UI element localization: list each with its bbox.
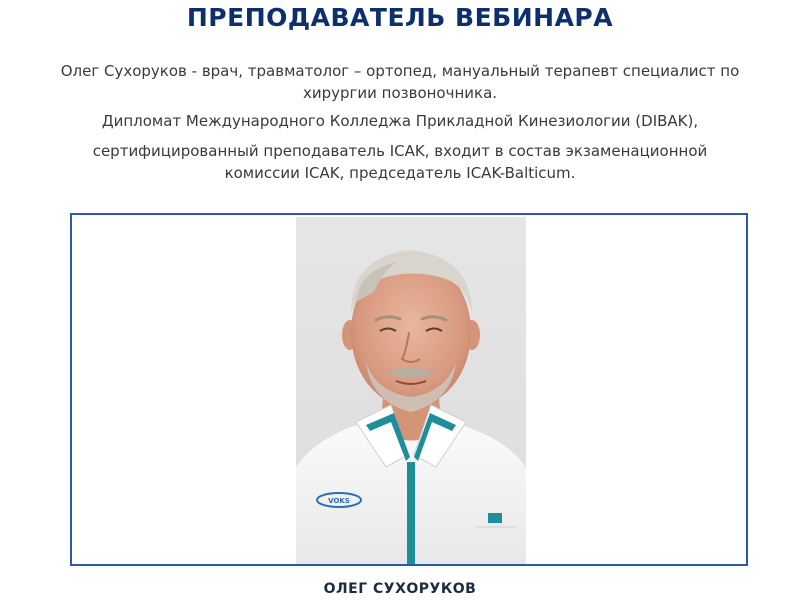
teacher-photo	[296, 217, 526, 564]
teacher-name: ОЛЕГ СУХОРУКОВ	[323, 581, 477, 597]
bio-paragraph-1: Олег Сухоруков - врач, травматолог – ортопед, мануальный терапевт специалист по хирургии позвоночника.	[60, 62, 740, 102]
photo-frame	[70, 213, 748, 566]
svg-text:VOKS: VOKS	[328, 497, 350, 505]
bio-paragraph-3: сертифицированный преподаватель ICAK, входит в состав экзаменационной комиссии ICAK, председатель ICAK-Balticum.	[92, 142, 708, 182]
bio-paragraph-2: Дипломат Международного Колледжа Прикладной Кинезиологии (DIBAK),	[101, 112, 699, 130]
section-title: ПРЕПОДАВАТЕЛЬ ВЕБИНАРА	[186, 3, 614, 32]
